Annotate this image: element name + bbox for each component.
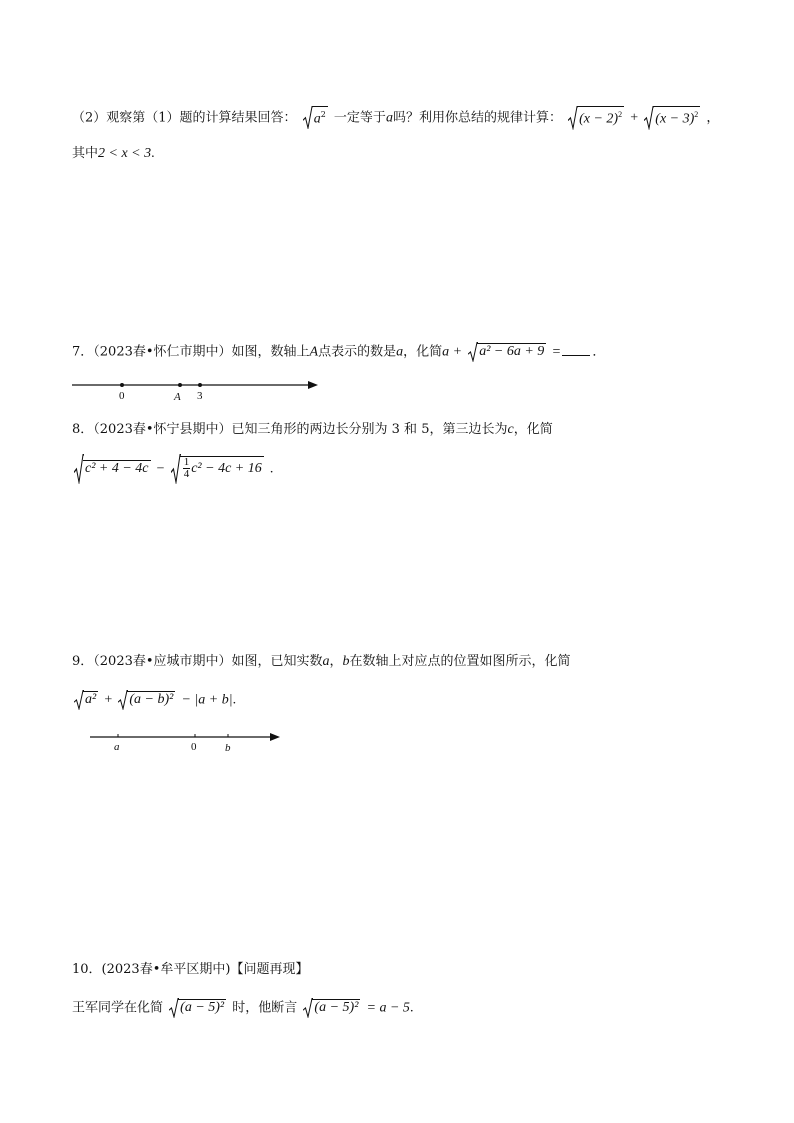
arrow-right-icon bbox=[270, 733, 280, 741]
radical-sign-icon bbox=[303, 998, 313, 1018]
label-A: A bbox=[174, 391, 181, 403]
point-A bbox=[178, 383, 182, 387]
label-3: 3 bbox=[197, 390, 203, 402]
sqrt-a-squared: a² bbox=[74, 690, 98, 710]
sqrt-c2-4-4c: c² + 4 − 4c bbox=[74, 454, 151, 484]
sqrt-a-minus-b-squared: (a − b)² bbox=[118, 690, 175, 710]
q9-number-line bbox=[90, 728, 290, 756]
q7-line: 7．（2023春•怀仁市期中）如图，数轴上A点表示的数是a，化简a + a² − 6a + 9 = ． bbox=[72, 342, 605, 363]
tick-3 bbox=[198, 383, 202, 387]
radical-sign-icon bbox=[169, 998, 179, 1018]
label-b: b bbox=[225, 742, 231, 754]
sqrt-a2-6a-9: a² − 6a + 9 bbox=[468, 342, 546, 362]
q6-part2-line1: （2）观察第（1）题的计算结果回答： $a^2$ 一定等于a吗？利用你总结的规律计算： $(x - 2)^2$ + $(x - 3)^2$ ， bbox=[72, 106, 719, 130]
arrow-right-icon bbox=[308, 381, 318, 389]
tick-0 bbox=[120, 383, 124, 387]
radical-sign-icon bbox=[568, 106, 578, 130]
q6-part2-line2: 其中2 < x < 3. bbox=[72, 146, 155, 161]
q6-part2-label: （2）观察第（1）题的计算结果回答： bbox=[72, 110, 297, 126]
sqrt-a-squared: $a^2$ bbox=[303, 106, 328, 129]
radical-sign-icon bbox=[118, 690, 128, 710]
sqrt-x-minus-3: $(x - 3)^2$ bbox=[644, 106, 700, 130]
label-0: 0 bbox=[119, 390, 125, 402]
sqrt-quarter-c2-4c-16: $\frac{1}{4}$ c² − 4c + 16 bbox=[171, 454, 264, 484]
sqrt-a-minus-5-squared: (a − 5)² bbox=[169, 998, 226, 1018]
radical-sign-icon bbox=[74, 454, 84, 484]
q10-title: 10．(2023春•牟平区期中)【问题再现】 bbox=[72, 962, 309, 977]
radical-sign-icon bbox=[468, 342, 478, 362]
radical-sign-icon bbox=[171, 454, 181, 484]
label-0: 0 bbox=[191, 741, 197, 753]
q8-line2: c² + 4 − 4c − $\frac{1}{4}$ c² − 4c + 16 . bbox=[72, 454, 273, 485]
radical-sign-icon bbox=[644, 106, 654, 130]
q10-line: 王军同学在化简 (a − 5)² 时，他断言 (a − 5)² = a − 5. bbox=[72, 998, 413, 1019]
q9-line2: a² + (a − b)² − |a + b|. bbox=[72, 690, 236, 711]
sqrt-a-minus-5-squared-2: (a − 5)² bbox=[303, 998, 360, 1018]
radical-sign-icon bbox=[303, 106, 313, 129]
answer-blank[interactable] bbox=[562, 343, 590, 356]
radical-sign-icon bbox=[74, 690, 84, 710]
q8-line1: 8．（2023春•怀宁县期中）已知三角形的两边长分别为 3 和 5，第三边长为c，化简 bbox=[72, 422, 553, 437]
q6-condition: 2 < x < 3 bbox=[98, 146, 152, 161]
q7-number-line bbox=[72, 376, 322, 404]
label-a: a bbox=[114, 741, 120, 753]
q9-line1: 9．（2023春•应城市期中）如图，已知实数a，b在数轴上对应点的位置如图所示，化简 bbox=[72, 654, 571, 669]
sqrt-x-minus-2: $(x - 2)^2$ bbox=[568, 106, 624, 130]
